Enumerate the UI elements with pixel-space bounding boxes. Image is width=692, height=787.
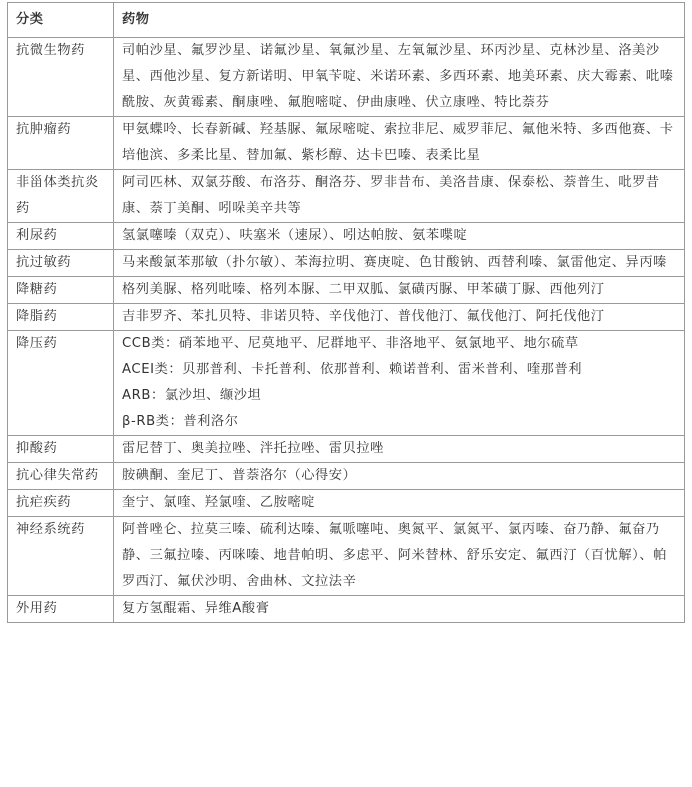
table-row <box>8 170 685 223</box>
drug-line: 胺碘酮、奎尼丁、普萘洛尔（心得安） <box>122 468 357 483</box>
drugs-cell <box>114 463 685 490</box>
drug-line: 吉非罗齐、苯扎贝特、非诺贝特、辛伐他汀、普伐他汀、氟伐他汀、阿托伐他汀 <box>122 309 605 324</box>
category-cell: 非甾体类抗炎药 <box>8 170 114 223</box>
drug-line: β-RB类：普利洛尔 <box>122 414 239 429</box>
category-cell: 降压药 <box>8 331 114 436</box>
category-cell: 抗过敏药 <box>8 250 114 277</box>
drug-line: ACEI类：贝那普利、卡托普利、依那普利、赖诺普利、雷米普利、喹那普利 <box>122 362 583 377</box>
category-cell: 外用药 <box>8 596 114 623</box>
drugs-cell <box>114 223 685 250</box>
table-row <box>8 596 685 623</box>
table-row <box>8 250 685 277</box>
drugs-cell <box>114 38 685 117</box>
category-cell: 利尿药 <box>8 223 114 250</box>
category-cell: 抗肿瘤药 <box>8 117 114 170</box>
table-row <box>8 490 685 517</box>
drug-line: 格列美脲、格列吡嗪、格列本脲、二甲双胍、氯磺丙脲、甲苯磺丁脲、西他列汀 <box>122 282 605 297</box>
drug-line: 司帕沙星、氟罗沙星、诺氟沙星、氧氟沙星、左氧氟沙星、环丙沙星、克林沙星、洛美沙星、西他沙星、复方新诺明、甲氧苄啶、米诺环素、多西环素、地美环素、庆大霉素、吡嗪酰胺、灰黄霉素、酮康唑、氟胞嘧啶、伊曲康唑、伏立康唑、特比萘芬 <box>122 43 674 110</box>
drugs-cell <box>114 436 685 463</box>
category-cell: 降脂药 <box>8 304 114 331</box>
category-cell: 抗疟疾药 <box>8 490 114 517</box>
drug-line: 甲氨蝶呤、长春新碱、羟基脲、氟尿嘧啶、索拉非尼、威罗菲尼、氟他米特、多西他赛、卡培他滨、多柔比星、替加氟、紫杉醇、达卡巴嗪、表柔比星 <box>122 122 674 163</box>
category-cell: 抗心律失常药 <box>8 463 114 490</box>
drugs-cell <box>114 331 685 436</box>
table-row <box>8 117 685 170</box>
category-cell: 神经系统药 <box>8 517 114 596</box>
header-category: 分类 <box>8 3 114 38</box>
table-row <box>8 463 685 490</box>
table-row <box>8 517 685 596</box>
table-body <box>8 38 685 623</box>
drug-line: 雷尼替丁、奥美拉唑、泮托拉唑、雷贝拉唑 <box>122 441 384 456</box>
drug-line: 阿普唑仑、拉莫三嗪、硫利达嗪、氟哌噻吨、奥氮平、氯氮平、氯丙嗪、奋乃静、氟奋乃静、三氟拉嗪、丙咪嗪、地昔帕明、多虑平、阿米替林、舒乐安定、氟西汀（百忧解）、帕罗西汀、氟伏沙明、舍曲林、文拉法辛 <box>122 522 667 589</box>
drugs-cell <box>114 170 685 223</box>
table-row <box>8 223 685 250</box>
table-header-row <box>8 3 685 38</box>
drugs-cell <box>114 250 685 277</box>
drug-line: 复方氢醌霜、异维A酸膏 <box>122 601 270 616</box>
table-row <box>8 436 685 463</box>
table-row <box>8 38 685 117</box>
drug-line: 奎宁、氯喹、羟氯喹、乙胺嘧啶 <box>122 495 316 510</box>
drug-line: ARB：氯沙坦、缬沙坦 <box>122 388 262 403</box>
drugs-cell <box>114 490 685 517</box>
drug-line: 阿司匹林、双氯芬酸、布洛芬、酮洛芬、罗非昔布、美洛昔康、保泰松、萘普生、吡罗昔康、萘丁美酮、吲哚美辛共等 <box>122 175 660 216</box>
drug-line: 马来酸氯苯那敏（扑尔敏）、苯海拉明、赛庚啶、色甘酸钠、西替利嗪、氯雷他定、异丙嗪 <box>122 255 667 270</box>
drug-table-container <box>7 2 684 623</box>
drugs-cell <box>114 277 685 304</box>
drugs-cell <box>114 117 685 170</box>
header-drugs: 药物 <box>114 3 685 38</box>
drug-line: CCB类：硝苯地平、尼莫地平、尼群地平、非洛地平、氨氯地平、地尔硫草 <box>122 336 579 351</box>
drug-table <box>7 2 685 623</box>
drug-line: 氢氯噻嗪（双克）、呋塞米（速尿）、吲达帕胺、氨苯喋啶 <box>122 228 468 243</box>
category-cell: 抗微生物药 <box>8 38 114 117</box>
table-row <box>8 304 685 331</box>
drugs-cell <box>114 596 685 623</box>
category-cell: 降糖药 <box>8 277 114 304</box>
drugs-cell <box>114 517 685 596</box>
category-cell: 抑酸药 <box>8 436 114 463</box>
table-row <box>8 277 685 304</box>
table-row <box>8 331 685 436</box>
drugs-cell <box>114 304 685 331</box>
